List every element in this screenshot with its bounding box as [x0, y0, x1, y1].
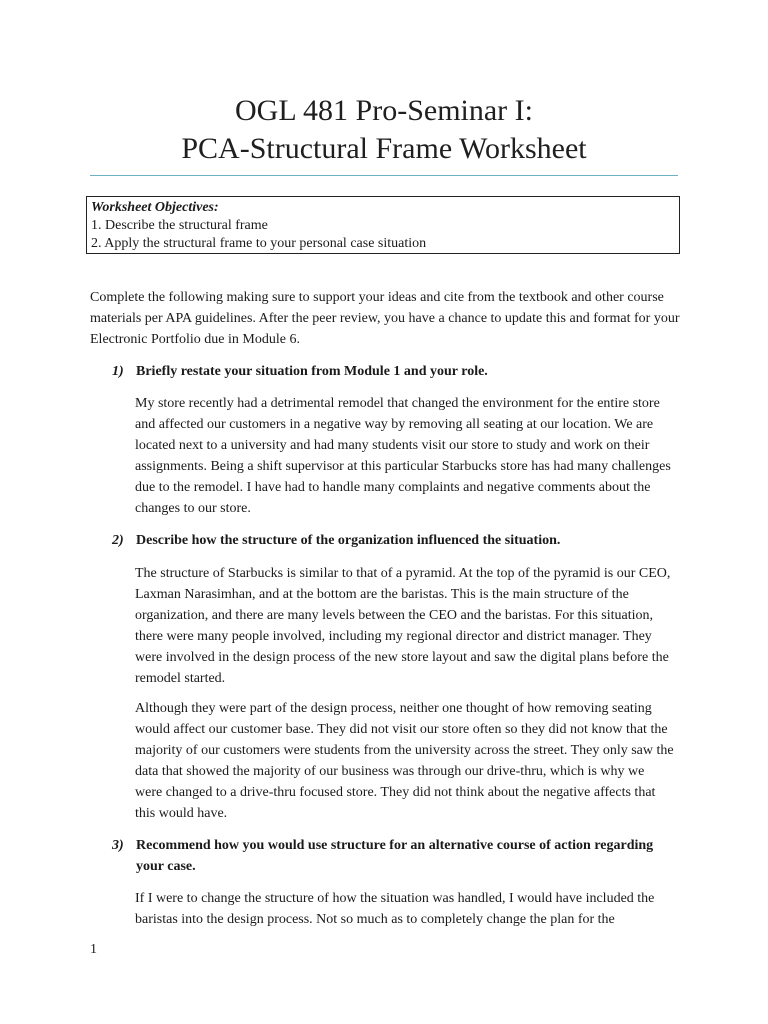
question-3 [112, 835, 672, 877]
objectives-box [86, 196, 680, 254]
answer-2-paragraph-2: Although they were part of the design process, neither one thought of how removing seating would affect our customer base. They did not visit our store often so they did not know that the majority of our customers were students from the university across the street. They only saw the data that showed the majority of our business was through our drive-thru, which is why we were changed to a drive-thru focused store. They did not think about the negative affects that this would have. [135, 701, 674, 821]
title-line-1: OGL 481 Pro-Seminar I: [234, 94, 533, 127]
answer-3-paragraph-1: If I were to change the structure of how the situation was handled, I would have included the baristas into the design process. Not so much as to completely change the plan for the [135, 891, 655, 927]
answer-2-paragraph-1: The structure of Starbucks is similar to that of a pyramid. At the top of the pyramid is our CEO, Laxman Narasimhan, and at the bottom are the baristas. This is the main structure of the organization, and there are many levels between the CEO and the baristas. For this situation, there were many people involved, including my regional director and district manager. They were involved in the design process of the new store layout and saw the digital plans before the remodel started. [135, 566, 671, 686]
answer-1-paragraph-1: My store recently had a detrimental remodel that changed the environment for the entire store and affected our customers in a negative way by removing all seating at our location. We are located next to a university and had many students visit our store to study and work on their assignments. Being a shift supervisor at this particular Starbucks store has had many challenges due to the remodel. I have had to handle many complaints and negative comments about the changes to our store. [135, 396, 671, 516]
question-2 [112, 530, 672, 551]
objectives-heading: Worksheet Objectives: [91, 200, 219, 215]
question-text: Briefly restate your situation from Module 1 and your role. [136, 364, 488, 379]
objective-item: 2. Apply the structural frame to your personal case situation [91, 236, 427, 251]
page-title [90, 92, 678, 168]
question-number: 2) [112, 533, 124, 548]
question-1 [112, 361, 672, 382]
title-divider [90, 175, 678, 176]
question-text: Recommend how you would use structure for an alternative course of action regarding your case. [136, 838, 654, 874]
objective-item: 1. Describe the structural frame [91, 218, 268, 233]
question-text: Describe how the structure of the organization influenced the situation. [136, 533, 561, 548]
intro-paragraph: Complete the following making sure to support your ideas and cite from the textbook and other course materials per APA guidelines. After the peer review, you have a chance to update this and format for your Electronic Portfolio due in Module 6. [90, 290, 680, 347]
title-line-2: PCA-Structural Frame Worksheet [181, 132, 587, 165]
question-number: 3) [112, 838, 124, 853]
page-number: 1 [90, 942, 97, 957]
question-number: 1) [112, 364, 124, 379]
